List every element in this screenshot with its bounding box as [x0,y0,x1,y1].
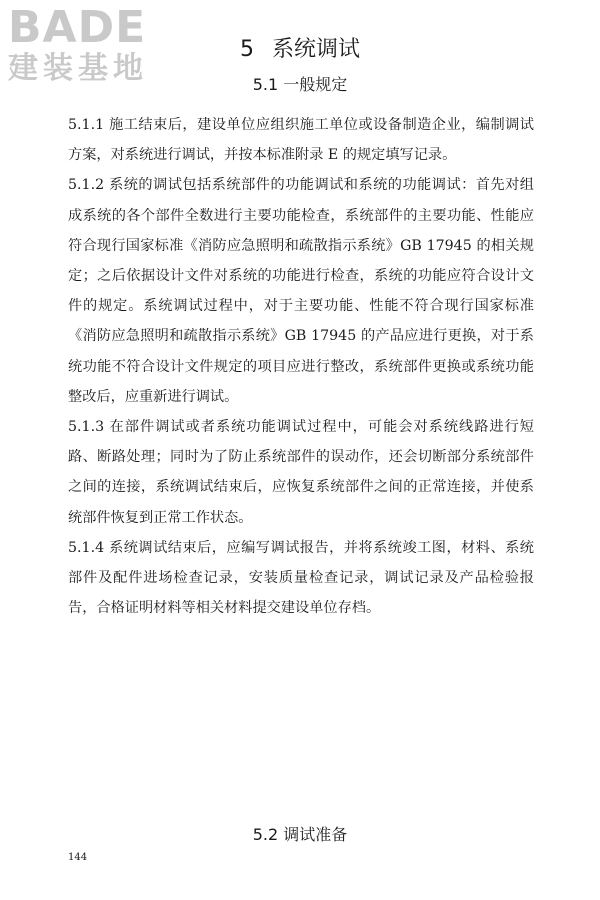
chapter-title-text: 系统调试 [271,37,360,62]
chapter-number: 5 [239,37,254,62]
clause-5-1-1: 5.1.1 施工结束后，建设单位应组织施工单位或设备制造企业，编制调试方案，对系统进行调试，并按本标准附录 E 的规定填写记录。 [68,117,534,164]
page-number: 144 [68,852,88,863]
clause-5-1-4: 5.1.4 系统调试结束后，应编写调试报告，并将系统竣工图，材料、系统部件及配件进场检查记录，安装质量检查记录，调试记录及产品检验报告，合格证明材料等相关材料提交建设单位存档。 [68,539,534,617]
section-title-general: 5.1 一般规定 [252,75,348,94]
watermark-brand: BADE [8,2,147,53]
section-title-preparation: 5.2 调试准备 [252,825,348,844]
chapter-title [0,36,600,64]
clause-5-1-2: 5.1.2 系统的调试包括系统部件的功能调试和系统的功能调试：首先对组成系统的各个部件全数进行主要功能检查，系统部件的主要功能、性能应符合现行国家标准《消防应急照明和疏散指示系统》GB 17945 的相关规定；之后依据设计文件对系统的功能进行检查，系统的功能应符合设计文件的规定。系统调试过程中，对于主要功能、性能不符合现行国家标准《消防应急照明和疏散指示系统》GB 17945 的产品应进行更换，对于系统功能不符合设计文件规定的项目应进行整改，系统部件更换或系统功能整改后，应重新进行调试。 [68,177,534,405]
document-body [68,110,534,623]
watermark-subtitle: 建装基地 [8,51,148,86]
clause-5-1-3: 5.1.3 在部件调试或者系统功能调试过程中，可能会对系统线路进行短路、断路处理；同时为了防止系统部件的误动作，还会切断部分系统部件之间的连接，系统调试结束后，应恢复系统部件之间的正常连接，并使系统部件恢复到正常工作状态。 [68,419,534,526]
